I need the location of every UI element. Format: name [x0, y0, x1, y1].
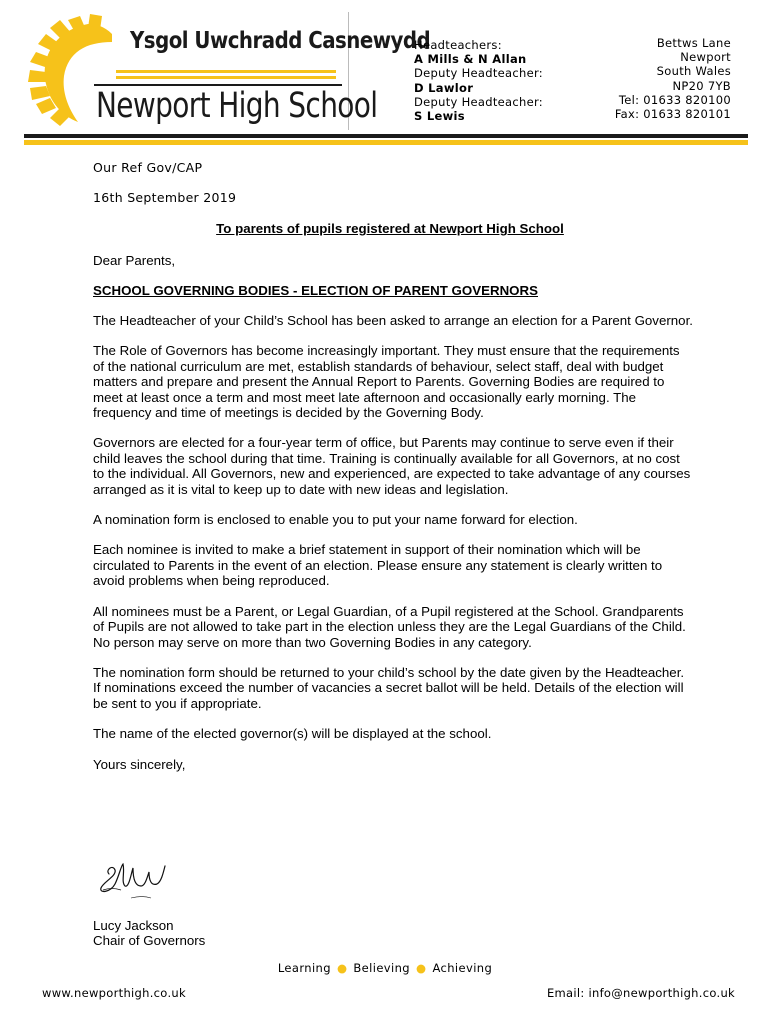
letter-date: 16th September 2019 [93, 190, 237, 205]
letter-body [93, 313, 693, 787]
body-paragraph: All nominees must be a Parent, or Legal Guardian, of a Pupil registered at the School. Grandparents of Pupils are not allowed to take part in the election unless they are the Legal Guardians of the Child. No person may serve on more than two Governing Bodies in any category. [93, 603, 686, 650]
body-paragraph: Governors are elected for a four-year term of office, but Parents may continue to serve even if their child leaves the school during that time. Training is continually available for all Governors, at no cost to the individual. All Governors, new and experienced, are expected to take advantage of any courses arranged as it is vital to keep up to date with new ideas and legislation. [93, 435, 691, 497]
body-paragraph: Each nominee is invited to make a brief statement in support of their nomination which will be circulated to Parents in the event of an election. Please ensure any statement is clearly written to avoid problems when being reproduced. [93, 542, 663, 589]
staff-line: D Lawlor [414, 80, 474, 95]
letter-subject: SCHOOL GOVERNING BODIES - ELECTION OF PARENT GOVERNORS [93, 283, 538, 298]
body-paragraph: The nomination form should be returned to your child’s school by the date given by the Headteacher. If nominations exceed the number of vacancies a secret ballot will be held. Details of the election will be sent to you if appropriate. [93, 664, 685, 711]
signer-title: Chair of Governors [93, 933, 206, 949]
bullet-dot-icon: ● [416, 961, 427, 975]
bullet-dot-icon: ● [336, 961, 348, 975]
website-link[interactable]: www.newporthigh.co.uk [42, 986, 186, 1000]
school-name-welsh: Ysgol Uwchradd Casnewydd [130, 28, 431, 54]
closing: Yours sincerely, [93, 756, 186, 772]
motto-word: Believing [353, 961, 410, 975]
address-line: Bettws Lane [656, 36, 731, 50]
handwritten-signature [95, 852, 175, 900]
fax-line: Fax: 01633 820101 [614, 107, 731, 122]
body-paragraph: The name of the elected governor(s) will be displayed at the school. [93, 726, 492, 742]
address-line: Newport [680, 50, 731, 65]
header-rule-dark [24, 134, 748, 138]
letter-addressee: To parents of pupils registered at Newport High School [216, 221, 564, 236]
school-address [615, 36, 731, 121]
staff-list [414, 38, 543, 123]
signer-block [93, 918, 205, 949]
signer-name: Lucy Jackson [93, 918, 174, 933]
staff-line: Deputy Headteacher: [414, 94, 543, 109]
staff-line: S Lewis [414, 109, 465, 124]
letter-salutation: Dear Parents, [93, 253, 176, 268]
staff-line: A Mills & N Allan [414, 52, 527, 67]
staff-line: Deputy Headteacher: [414, 66, 543, 81]
address-line: South Wales [656, 64, 731, 79]
body-paragraph: A nomination form is enclosed to enable you to put your name forward for election. [93, 512, 578, 528]
body-paragraph: The Headteacher of your Child’s School has been asked to arrange an election for a Parent Governor. [93, 313, 693, 328]
phone-line: Tel: 01633 820100 [618, 92, 731, 107]
address-line: NP20 7YB [672, 78, 731, 93]
header-rule-yellow [24, 140, 748, 145]
school-name: Newport High School [96, 86, 378, 126]
school-motto [0, 961, 770, 975]
email-link[interactable]: Email: info@newporthigh.co.uk [546, 986, 735, 1000]
staff-line: Headteachers: [414, 38, 502, 52]
body-paragraph: The Role of Governors has become increasingly important. They must ensure that the requirements of the national curriculum are met, establish standards of behaviour, select staff, deal with budget matters and prepare and present the Annual Report to Parents. Governing Bodies are required to meet at least once a term and most meet late afternoon and occasionally early morning. The frequency and time of meetings is decided by the Governing Body. [93, 343, 680, 421]
letter-reference: Our Ref Gov/CAP [93, 160, 203, 175]
motto-word: Learning [277, 961, 331, 975]
motto-word: Achieving [432, 961, 493, 975]
